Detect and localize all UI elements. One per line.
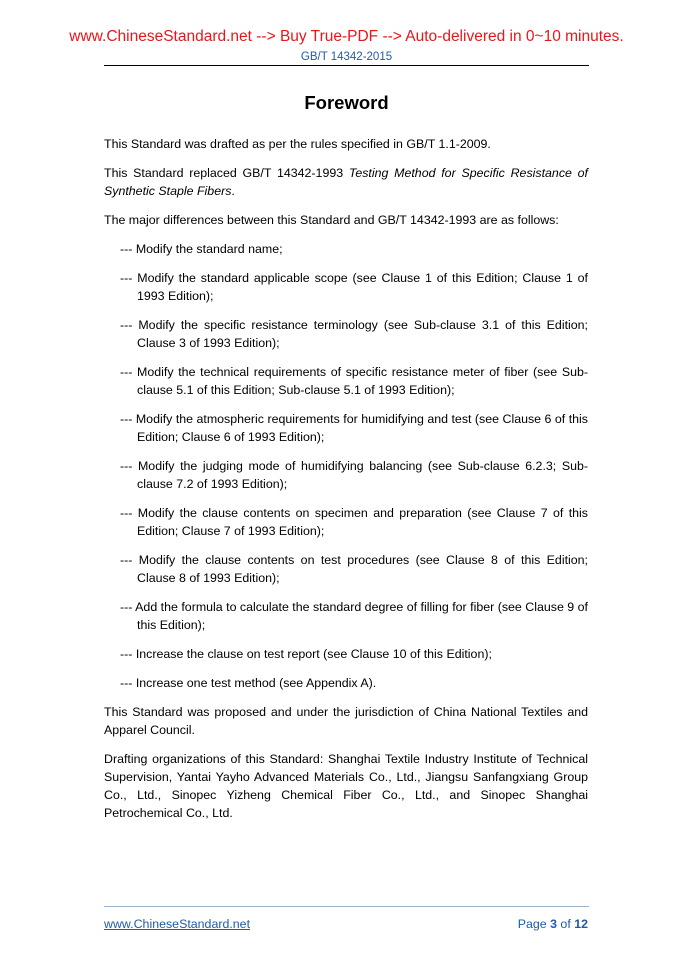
- paragraph-differences-intro: The major differences between this Standard and GB/T 14342-1993 are as follows:: [104, 213, 559, 227]
- paragraph-drafting-rules: This Standard was drafted as per the rules specified in GB/T 1.1-2009.: [104, 137, 491, 151]
- paragraph-jurisdiction: This Standard was proposed and under the jurisdiction of China National Textiles and Apparel Council.: [104, 705, 588, 737]
- document-body: [104, 135, 588, 833]
- list-item: --- Increase one test method (see Appendix A).: [120, 676, 377, 690]
- list-item: --- Increase the clause on test report (see Clause 10 of this Edition);: [120, 647, 492, 661]
- total-pages: 12: [574, 917, 588, 931]
- page-of: of: [556, 917, 575, 931]
- footer-divider: [104, 906, 589, 907]
- header-divider: [104, 65, 589, 66]
- list-item: --- Modify the atmospheric requirements for humidifying and test (see Clause 6 of this Edition; Clause 6 of 1993 Edition);: [120, 412, 588, 444]
- differences-list: [104, 240, 588, 692]
- list-item: --- Modify the clause contents on test procedures (see Clause 8 of this Edition; Clause 8 of 1993 Edition);: [120, 553, 588, 585]
- list-item: --- Modify the specific resistance terminology (see Sub-clause 3.1 of this Edition; Clause 3 of 1993 Edition);: [120, 318, 588, 350]
- replaced-standard-title: Testing Method for Specific Resistance of Synthetic Staple Fibers: [104, 166, 588, 198]
- list-item: --- Modify the standard name;: [120, 242, 283, 256]
- list-item: --- Modify the judging mode of humidifying balancing (see Sub-clause 6.2.3; Sub-clause 7.2 of 1993 Edition);: [120, 459, 588, 491]
- page-indicator: [518, 916, 588, 932]
- promo-banner-link[interactable]: www.ChineseStandard.net --> Buy True-PDF --> Auto-delivered in 0~10 minutes.: [69, 28, 624, 45]
- current-page-number: 3: [550, 917, 557, 931]
- footer-website-link[interactable]: www.ChineseStandard.net: [104, 917, 251, 931]
- replacement-text: This Standard replaced GB/T 14342-1993: [104, 166, 349, 180]
- paragraph-replacement: [104, 164, 588, 200]
- list-item: --- Modify the clause contents on specimen and preparation (see Clause 7 of this Edition; Clause 7 of 1993 Edition);: [120, 506, 588, 538]
- page-title: Foreword: [304, 92, 389, 113]
- page-prefix: Page: [517, 917, 551, 931]
- replacement-end: .: [231, 184, 235, 198]
- list-item: --- Modify the standard applicable scope (see Clause 1 of this Edition; Clause 1 of 1993 Edition);: [120, 271, 588, 303]
- document-number: GB/T 14342-2015: [300, 51, 393, 63]
- list-item: --- Add the formula to calculate the standard degree of filling for fiber (see Clause 9 of this Edition);: [120, 600, 588, 632]
- paragraph-drafting-organizations: Drafting organizations of this Standard: Shanghai Textile Industry Institute of Technical Supervision, Yantai Yayho Advanced Materials Co., Ltd., Jiangsu Sanfangxiang Group Co., Ltd., Sinopec Yizheng Chemical Fiber Co., Ltd., and Sinopec Shanghai Petrochemical Co., Ltd.: [104, 752, 588, 820]
- list-item: --- Modify the technical requirements of specific resistance meter of fiber (see Sub-clause 5.1 of this Edition; Sub-clause 5.1 of 1993 Edition);: [120, 365, 588, 397]
